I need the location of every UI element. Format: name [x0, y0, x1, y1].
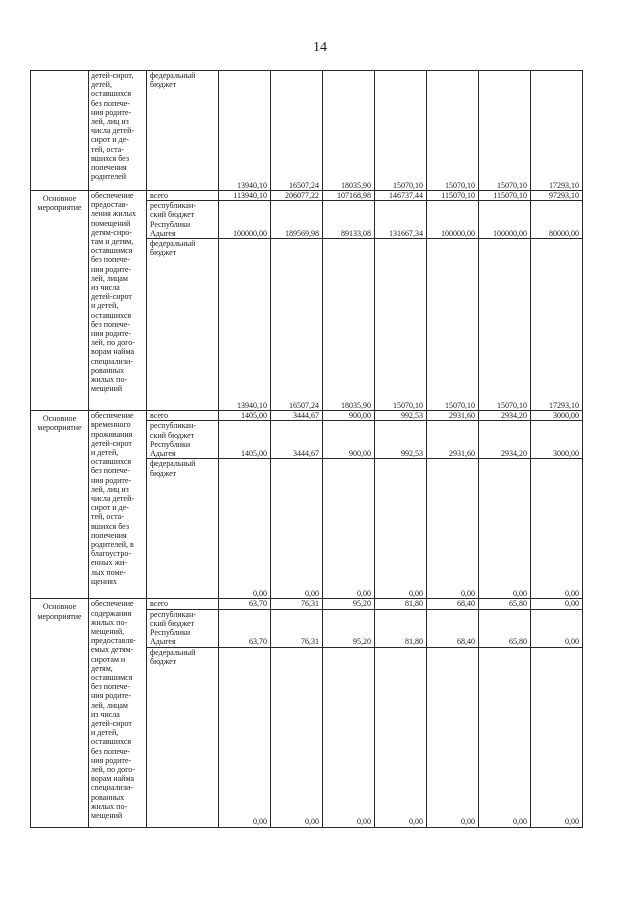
value-cell-text: 2931,60: [449, 449, 475, 459]
value-cell-text: 97293,10: [549, 191, 579, 200]
value-cell-text: 0,00: [253, 817, 267, 827]
value-cell-text: 900,00: [349, 411, 371, 421]
value-cell: [375, 459, 427, 599]
value-cell: [271, 421, 323, 459]
budget-source: [147, 609, 219, 647]
value-cell: [427, 609, 479, 647]
value-cell: [479, 459, 531, 599]
value-cell: [531, 647, 583, 827]
event-description-text: обеспечение временного проживания детей-сирот и детей, оставшихся без попече- ния родите- лей, лиц из числа детей- сирот и де- тей, оста- вшихся без попечения родителей, в благоустро- енных жи- лых поме- щениях: [91, 411, 135, 586]
value-cell-text: 63,70: [249, 599, 267, 609]
budget-source-text: всего: [150, 411, 169, 421]
value-cell: [375, 411, 427, 421]
value-cell-text: 80000,00: [549, 229, 579, 238]
value-cell-text: 3444,67: [293, 411, 319, 421]
value-cell-text: 115070,10: [493, 191, 527, 200]
event-description: [89, 599, 147, 827]
value-cell: [479, 239, 531, 411]
value-cell: [427, 191, 479, 201]
value-cell-text: 0,00: [461, 817, 475, 827]
value-cell: [375, 191, 427, 201]
event-name: [31, 411, 89, 599]
value-cell-text: 3000,00: [553, 411, 579, 421]
value-cell: [271, 599, 323, 609]
value-cell: [219, 599, 271, 609]
value-cell-text: 3000,00: [553, 449, 579, 459]
value-cell: [479, 421, 531, 459]
value-cell: [427, 647, 479, 827]
budget-source: [147, 71, 219, 191]
value-cell-text: 16507,24: [289, 180, 319, 190]
value-cell-text: 81,80: [405, 599, 423, 609]
value-cell-text: 0,00: [565, 599, 579, 609]
value-cell: [427, 411, 479, 421]
value-cell-text: 95,20: [353, 599, 371, 609]
value-cell: [427, 201, 479, 239]
value-cell: [323, 421, 375, 459]
value-cell-text: 107168,98: [337, 191, 371, 200]
value-cell: [479, 647, 531, 827]
budget-source-text: республикан- ский бюджет Республики Адыгея: [150, 609, 196, 647]
value-cell-text: 900,00: [349, 449, 371, 459]
value-cell: [323, 647, 375, 827]
event-description-text: обеспечение предостав- ления жилых помещений детям-сиро- там и детям, оставшимся без попече- ния родите- лей, лицам из числа детей-сирот и детей, оставшихся без попече- ния родите- лей, по дого- ворам найма специализи- рованных жилых по- мещений: [91, 191, 136, 394]
value-cell: [323, 201, 375, 239]
value-cell: [531, 599, 583, 609]
value-cell: [427, 421, 479, 459]
value-cell-text: 15070,10: [497, 401, 527, 410]
event-name-text: Основное мероприятие: [37, 602, 82, 621]
value-cell: [271, 71, 323, 191]
budget-source-text: федеральный бюджет: [150, 647, 196, 666]
value-cell: [271, 201, 323, 239]
value-cell-text: 13940,10: [237, 180, 267, 190]
value-cell: [531, 411, 583, 421]
value-cell: [219, 421, 271, 459]
value-cell-text: 65,80: [509, 599, 527, 609]
value-cell-text: 0,00: [565, 637, 579, 647]
event-name-text: Основное мероприятие: [37, 194, 82, 213]
value-cell: [479, 599, 531, 609]
value-cell: [323, 191, 375, 201]
value-cell-text: 18035,90: [341, 180, 371, 190]
value-cell: [427, 599, 479, 609]
value-cell-text: 206077,22: [285, 191, 319, 200]
page-number: 14: [313, 40, 327, 55]
value-cell-text: 146737,44: [389, 191, 423, 200]
budget-source-text: федеральный бюджет: [150, 239, 196, 258]
value-cell-text: 100000,00: [233, 229, 267, 238]
value-cell-text: 0,00: [409, 589, 423, 599]
value-cell: [323, 71, 375, 191]
value-cell-text: 65,80: [509, 637, 527, 647]
value-cell: [531, 201, 583, 239]
value-cell-text: 113940,10: [233, 191, 267, 200]
budget-source: [147, 459, 219, 599]
budget-source: [147, 191, 219, 201]
value-cell-text: 16507,24: [289, 401, 319, 410]
budget-source-text: федеральный бюджет: [150, 459, 196, 478]
value-cell: [375, 71, 427, 191]
value-cell: [219, 411, 271, 421]
value-cell: [531, 421, 583, 459]
value-cell-text: 0,00: [565, 817, 579, 827]
value-cell-text: 15070,10: [497, 180, 527, 190]
value-cell-text: 131667,34: [389, 229, 423, 238]
value-cell: [531, 459, 583, 599]
value-cell-text: 15070,10: [393, 401, 423, 410]
value-cell-text: 0,00: [253, 589, 267, 599]
event-name: [31, 599, 89, 827]
value-cell-text: 2934,20: [501, 411, 527, 421]
event-name-text: Основное мероприятие: [37, 414, 82, 433]
event-name: [31, 191, 89, 411]
value-cell-text: 0,00: [305, 817, 319, 827]
value-cell-text: 2931,60: [449, 411, 475, 421]
value-cell: [427, 71, 479, 191]
value-cell: [531, 191, 583, 201]
value-cell-text: 89133,08: [341, 229, 371, 238]
value-cell: [323, 459, 375, 599]
value-cell: [531, 71, 583, 191]
value-cell: [479, 191, 531, 201]
value-cell: [427, 459, 479, 599]
value-cell: [271, 411, 323, 421]
budget-source: [147, 411, 219, 421]
value-cell-text: 992,53: [401, 411, 423, 421]
value-cell: [323, 609, 375, 647]
value-cell-text: 68,40: [457, 599, 475, 609]
value-cell-text: 0,00: [565, 589, 579, 599]
value-cell-text: 13940,10: [237, 401, 267, 410]
value-cell-text: 68,40: [457, 637, 475, 647]
event-description: [89, 191, 147, 411]
value-cell: [375, 239, 427, 411]
value-cell: [375, 599, 427, 609]
value-cell-text: 18035,90: [341, 401, 371, 410]
value-cell-text: 0,00: [305, 589, 319, 599]
value-cell-text: 81,80: [405, 637, 423, 647]
value-cell: [531, 609, 583, 647]
value-cell-text: 0,00: [409, 817, 423, 827]
value-cell: [271, 459, 323, 599]
value-cell-text: 1405,00: [241, 449, 267, 459]
value-cell-text: 0,00: [357, 817, 371, 827]
value-cell: [479, 201, 531, 239]
budget-source-text: республикан- ский бюджет Республики Адыгея: [150, 201, 196, 238]
value-cell: [531, 239, 583, 411]
budget-source-text: федеральный бюджет: [150, 71, 196, 90]
value-cell: [375, 647, 427, 827]
event-description-text: обеспечение содержания жилых по- мещений, предоставля- емых детям- сиротам и детям, оставшимся без попече- ния родите- лей, лицам из числа детей-сирот и детей, оставшихся без попече- ния родите- лей, по дого- ворам найма специализи- рованных жилых по- мещений: [91, 599, 136, 821]
empty-cell: [31, 71, 89, 191]
budget-source: [147, 599, 219, 609]
value-cell-text: 0,00: [357, 589, 371, 599]
value-cell: [479, 411, 531, 421]
budget-table: [30, 70, 583, 828]
table-body: [31, 71, 583, 828]
value-cell-text: 0,00: [513, 817, 527, 827]
budget-source: [147, 201, 219, 239]
value-cell: [375, 421, 427, 459]
value-cell: [219, 647, 271, 827]
value-cell-text: 100000,00: [441, 229, 475, 238]
value-cell: [271, 647, 323, 827]
value-cell: [219, 459, 271, 599]
value-cell-text: 15070,10: [393, 180, 423, 190]
budget-source-text: всего: [150, 599, 169, 609]
row-description: [89, 71, 147, 191]
value-cell-text: 992,53: [401, 449, 423, 459]
table-row: [31, 599, 583, 609]
value-cell-text: 115070,10: [441, 191, 475, 200]
event-description: [89, 411, 147, 599]
value-cell-text: 76,31: [301, 637, 319, 647]
value-cell: [427, 239, 479, 411]
table-row: [31, 191, 583, 201]
value-cell-text: 63,70: [249, 637, 267, 647]
value-cell-text: 3444,67: [293, 449, 319, 459]
value-cell-text: 189569,98: [285, 229, 319, 238]
budget-source: [147, 647, 219, 827]
row-description-text: детей-сирот, детей, оставшихся без попече- ния родите- лей, лиц из числа детей- сирот и де- тей, оста- вшихся без попечения родителей: [91, 71, 135, 182]
value-cell: [271, 609, 323, 647]
table-row: [31, 71, 583, 191]
value-cell: [323, 411, 375, 421]
value-cell: [375, 201, 427, 239]
value-cell-text: 0,00: [513, 589, 527, 599]
value-cell: [479, 609, 531, 647]
value-cell-text: 15070,10: [445, 180, 475, 190]
value-cell-text: 0,00: [461, 589, 475, 599]
value-cell: [323, 239, 375, 411]
value-cell: [479, 71, 531, 191]
value-cell-text: 15070,10: [445, 401, 475, 410]
value-cell-text: 17293,10: [549, 180, 579, 190]
value-cell: [271, 191, 323, 201]
budget-source-text: всего: [150, 191, 169, 200]
value-cell-text: 17293,10: [549, 401, 579, 410]
value-cell-text: 2934,20: [501, 449, 527, 459]
value-cell: [219, 609, 271, 647]
value-cell: [323, 599, 375, 609]
budget-source: [147, 421, 219, 459]
budget-source: [147, 239, 219, 411]
value-cell: [219, 191, 271, 201]
value-cell: [219, 71, 271, 191]
table-row: [31, 411, 583, 421]
value-cell: [219, 239, 271, 411]
value-cell: [271, 239, 323, 411]
value-cell-text: 1405,00: [241, 411, 267, 421]
value-cell: [219, 201, 271, 239]
value-cell: [375, 609, 427, 647]
budget-source-text: республикан- ский бюджет Республики Адыгея: [150, 421, 196, 459]
value-cell-text: 100000,00: [493, 229, 527, 238]
value-cell-text: 95,20: [353, 637, 371, 647]
value-cell-text: 76,31: [301, 599, 319, 609]
